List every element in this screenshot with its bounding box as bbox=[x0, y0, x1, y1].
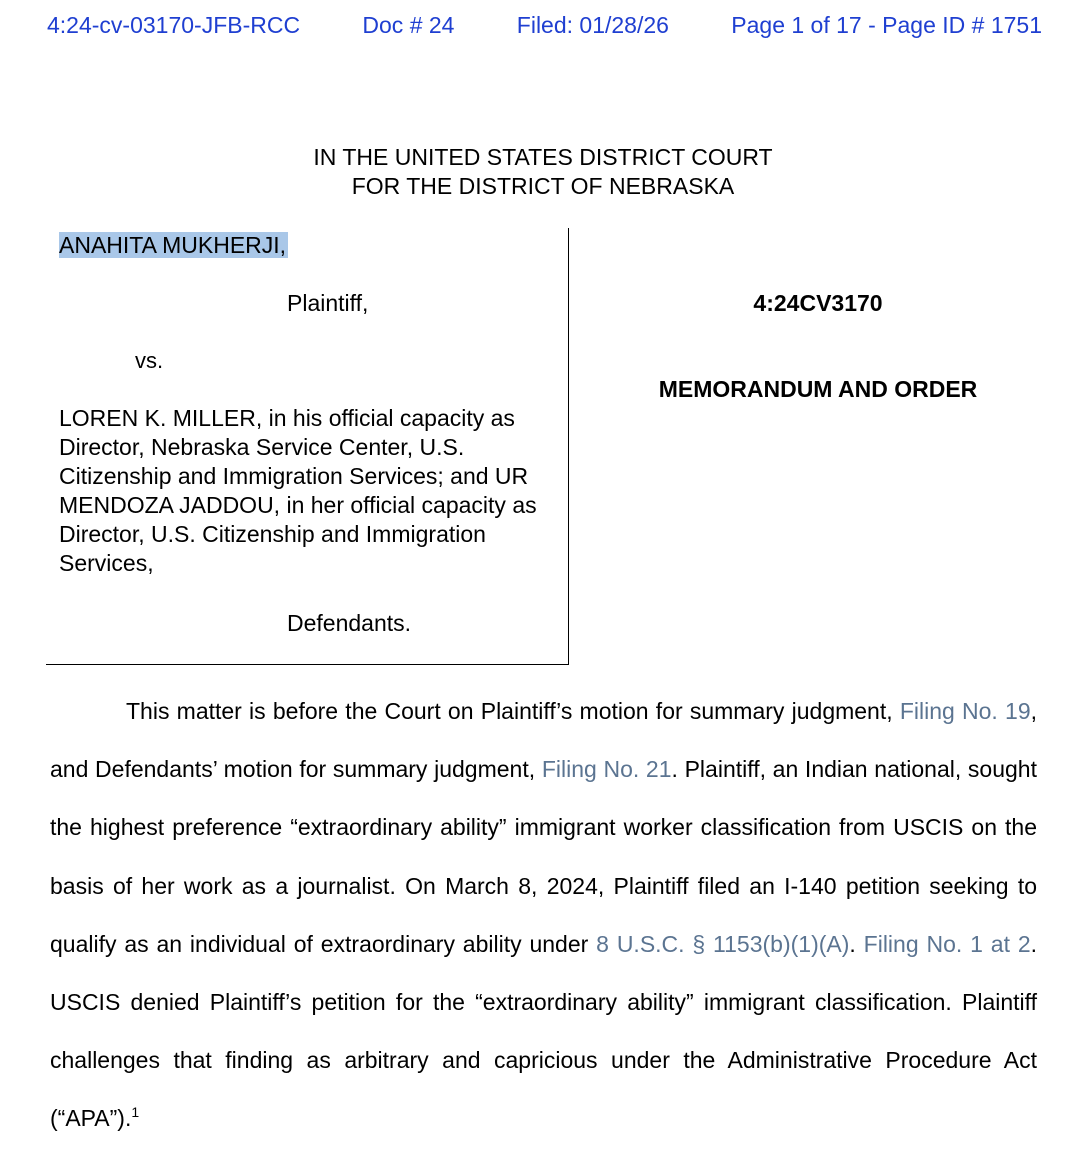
filing-21-link[interactable]: Filing No. 21 bbox=[541, 756, 672, 783]
body-text-5: . USCIS denied Plaintiff’s petition for the “extraordinary ability” immigrant classification. Plaintiff challenges that finding as arbitrary and capricious under the Administrative Procedure Act (“APA”). bbox=[50, 930, 1037, 1132]
body-text-2: , and Defendants’ motion for summary judgment, bbox=[50, 698, 1038, 783]
court-heading bbox=[0, 143, 1080, 201]
doc-number: Doc # 24 bbox=[362, 12, 455, 38]
case-number-caption: 4:24CV3170 bbox=[753, 290, 883, 316]
versus-label: vs. bbox=[135, 348, 164, 373]
filing-19-link[interactable]: Filing No. 19 bbox=[899, 698, 1031, 724]
filing-1-link[interactable]: Filing No. 1 at 2 bbox=[863, 930, 1031, 957]
case-number: 4:24-cv-03170-JFB-RCC bbox=[47, 12, 301, 38]
body-text-3: . Plaintiff, an Indian national, sought the highest preference “extraordinary ability” immigrant worker classification from USCIS on the basis of her work as a journalist. On March 8, 2024, Plaintiff filed an I-140 petition seeking to qualify as an individual of extraordinary ability under bbox=[50, 756, 1037, 957]
filed-date: Filed: 01/28/26 bbox=[516, 12, 669, 38]
body-text-1: This matter is before the Court on Plaintiff’s motion for summary judgment, bbox=[126, 698, 893, 724]
footnote-ref[interactable]: 1 bbox=[131, 1104, 140, 1121]
document-header bbox=[47, 12, 1042, 39]
body-paragraph bbox=[50, 682, 1037, 1148]
defendants-role: Defendants. bbox=[287, 610, 412, 636]
usc-citation-link[interactable]: 8 U.S.C. § 1153(b)(1)(A) bbox=[596, 930, 850, 957]
court-line-1: IN THE UNITED STATES DISTRICT COURT bbox=[313, 144, 773, 170]
body-text-4: . bbox=[849, 930, 856, 957]
plaintiff-name[interactable]: ANAHITA MUKHERJI, bbox=[59, 232, 287, 258]
plaintiff-role: Plaintiff, bbox=[287, 290, 369, 316]
court-line-2: FOR THE DISTRICT OF NEBRASKA bbox=[351, 173, 735, 199]
defendants-names: LOREN K. MILLER, in his official capacity as Director, Nebraska Service Center, U.S. Citizenship and Immigration Services; and UR MENDOZA JADDOU, in her official capacity as Director, U.S. Citizenship and Immigration Services, bbox=[59, 405, 537, 576]
memorandum-title: MEMORANDUM AND ORDER bbox=[658, 376, 978, 402]
page-id: Page 1 of 17 - Page ID # 1751 bbox=[731, 12, 1042, 38]
